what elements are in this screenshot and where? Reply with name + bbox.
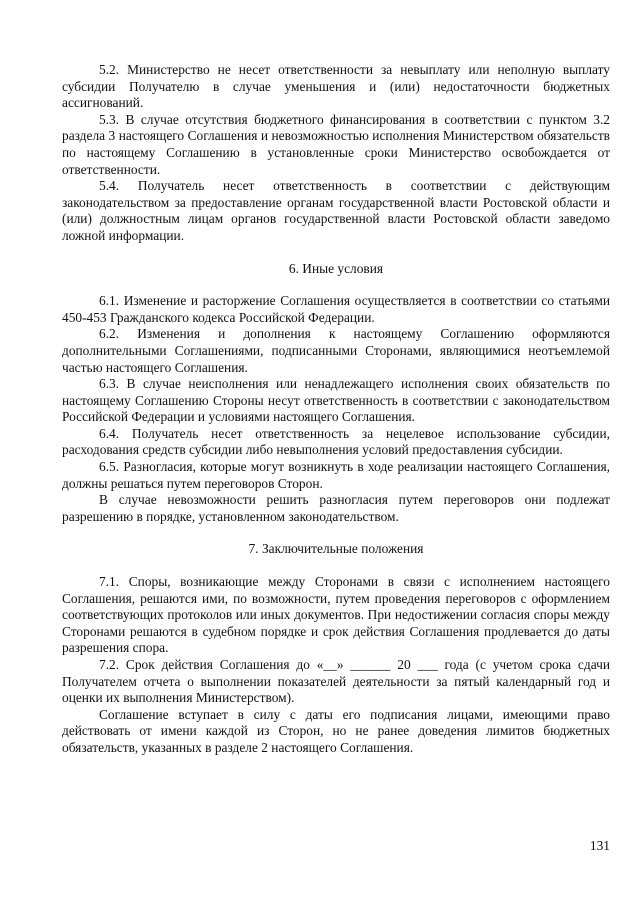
section-6 [62, 261, 610, 526]
paragraph-6-2: 6.2. Изменения и дополнения к настоящему Соглашению оформляются дополнительными Соглашениями, подписанными Сторонами, являющимися неотъемлемой частью настоящего Соглашения. [62, 326, 610, 375]
paragraph-6-5-continued: В случае невозможности решить разногласия путем переговоров они подлежат разрешению в порядке, установленном законодательством. [62, 492, 610, 524]
paragraph-5-2: 5.2. Министерство не несет ответственности за невыплату или неполную выплату субсидии Получателю в случае уменьшения и (или) недостаточности бюджетных ассигнований. [62, 62, 610, 111]
section-6-title: 6. Иные условия [288, 260, 384, 276]
paragraph-6-1: 6.1. Изменение и расторжение Соглашения осуществляется в соответствии со статьями 450-453 Гражданского кодекса Российской Федерации. [62, 293, 610, 325]
document-page [62, 62, 610, 757]
page-number: 131 [589, 838, 610, 853]
paragraph-6-5: 6.5. Разногласия, которые могут возникнуть в ходе реализации настоящего Соглашения, должны решаться путем переговоров Сторон. [62, 459, 610, 491]
paragraph-5-4: 5.4. Получатель несет ответственность в соответствии с действующим законодательством за предоставление органам государственной власти Ростовской области и (или) должностным лицам органов государственной власти Ростовской области заведомо ложной информации. [62, 178, 610, 243]
section-7-title: 7. Заключительные положения [248, 541, 424, 557]
paragraph-7-1: 7.1. Споры, возникающие между Сторонами в связи с исполнением настоящего Соглашения, решаются ими, по возможности, путем проведения переговоров с оформлением соответствующих протоколов или иных документов. При недостижении согласия споры между Сторонами решаются в судебном порядке и срок действия Соглашения продлевается до даты разрешения спора. [62, 574, 610, 656]
paragraph-7-effect: Соглашение вступает в силу с даты его подписания лицами, имеющими право действовать от имени каждой из Сторон, но не ранее доведения лимитов бюджетных обязательств, указанных в разделе 2 настоящего Соглашения. [62, 706, 610, 755]
paragraph-6-3: 6.3. В случае неисполнения или ненадлежащего исполнения своих обязательств по настоящему Соглашению Стороны несут ответственность в соответствии с законодательством Российской Федерации и условиями настоящего Соглашения. [62, 376, 610, 425]
section-7 [62, 541, 610, 756]
paragraph-6-4: 6.4. Получатель несет ответственность за нецелевое использование субсидии, расходования средств субсидии либо невыполнения условий предоставления субсидии. [62, 425, 610, 458]
paragraph-7-2: 7.2. Срок действия Соглашения до «__» ______ 20 ___ года (с учетом срока сдачи Получателем отчета о выполнении показателей деятельности за пятый календарный год и оценки их выполнения Министерством). [62, 657, 610, 706]
paragraph-5-3: 5.3. В случае отсутствия бюджетного финансирования в соответствии с пунктом 3.2 раздела 3 настоящего Соглашения и невозможностью исполнения Министерством обязательств по настоящему Соглашению в установленные сроки Министерство освобождается от ответственности. [62, 111, 610, 177]
section-5 [62, 62, 610, 245]
